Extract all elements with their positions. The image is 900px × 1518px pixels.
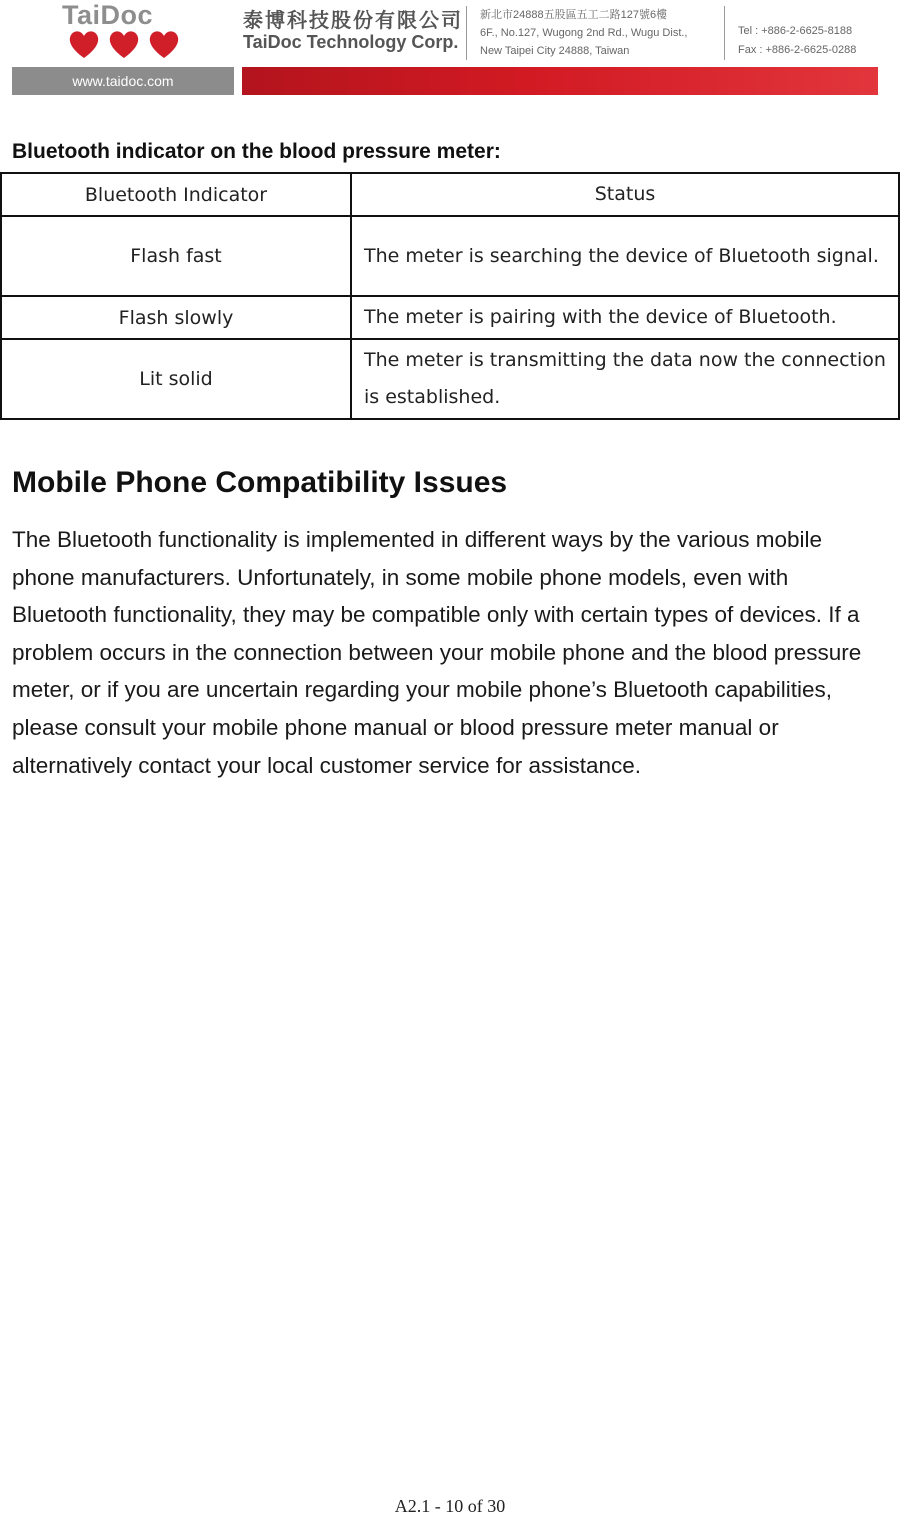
indicator-cell: Lit solid xyxy=(1,339,351,419)
section-body: The Bluetooth functionality is implemented in different ways by the various mobile phone manufacturers. Unfortunately, in some mobile phone models, even with Bluetooth functionality, they may be compatible only with certain types of devices. If a problem occurs in the connection between your mobile phone and the blood pressure meter, or if you are uncertain regarding your mobile phone’s Bluetooth capabilities, please consult your mobile phone manual or blood pressure meter manual or alternatively contact your local customer service for assistance. xyxy=(12,527,862,778)
status-cell: The meter is searching the device of Bluetooth signal. xyxy=(351,216,899,296)
address-line: 6F., No.127, Wugong 2nd Rd., Wugu Dist., xyxy=(480,27,688,39)
table-caption: Bluetooth indicator on the blood pressure meter: xyxy=(12,140,501,163)
bluetooth-indicator-table xyxy=(0,172,900,420)
telephone: Tel : +886-2-6625-8188 xyxy=(738,25,853,37)
hearts-logo xyxy=(68,28,180,60)
address-line: New Taipei City 24888, Taiwan xyxy=(480,45,630,57)
indicator-cell: Flash fast xyxy=(1,216,351,296)
table-header-row xyxy=(1,173,899,216)
company-name-english: TaiDoc Technology Corp. xyxy=(243,32,459,52)
brand-logo-text: TaiDoc xyxy=(62,0,154,30)
address-line: 新北市24888五股區五工二路127號6樓 xyxy=(480,9,668,21)
header-bluetooth-indicator: Bluetooth Indicator xyxy=(1,173,351,216)
page-number: A2.1 - 10 of 30 xyxy=(394,1496,506,1516)
table-row xyxy=(1,216,899,296)
status-cell: The meter is pairing with the device of Bluetooth. xyxy=(351,296,899,339)
header-status: Status xyxy=(351,173,899,216)
fax: Fax : +886-2-6625-0288 xyxy=(738,44,857,56)
section-title: Mobile Phone Compatibility Issues xyxy=(12,466,508,499)
red-accent-bar xyxy=(242,67,878,95)
heart-icon xyxy=(150,31,178,58)
company-address xyxy=(480,6,688,60)
letterhead xyxy=(0,0,900,100)
website-bar: www.taidoc.com xyxy=(12,67,234,95)
table-row xyxy=(1,296,899,339)
heart-icon xyxy=(110,31,138,58)
status-cell: The meter is transmitting the data now the connection is established. xyxy=(351,339,899,419)
indicator-cell: Flash slowly xyxy=(1,296,351,339)
heart-icon xyxy=(70,31,98,58)
company-name-chinese: 泰博科技股份有限公司 xyxy=(243,10,463,32)
table-row xyxy=(1,339,899,419)
divider xyxy=(466,6,467,60)
divider xyxy=(724,6,725,60)
company-contact xyxy=(738,22,856,60)
